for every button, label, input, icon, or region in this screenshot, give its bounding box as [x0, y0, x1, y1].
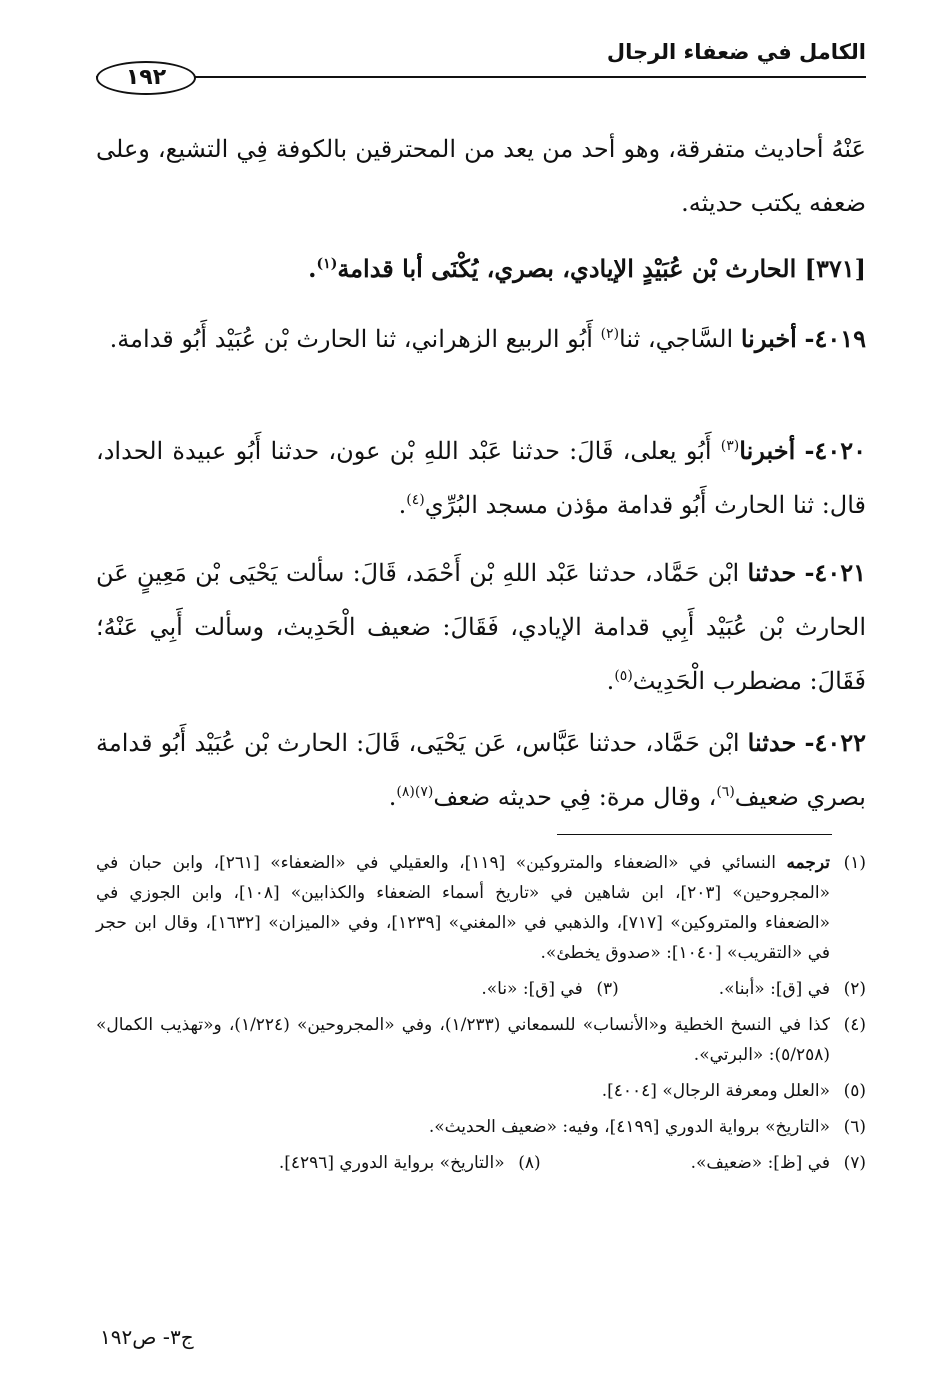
- footnote-number: (٤): [843, 1015, 866, 1035]
- hadith-4020: [96, 424, 866, 532]
- intro-text: عَنْهُ أحاديث متفرقة، وهو أحد من يعد من المحترقين بالكوفة فِي التشيع، وعلى ضعفه يكتب حديثه.: [96, 135, 866, 217]
- hadith-keyword: حدثنا: [747, 558, 797, 587]
- hadith-keyword: أخبرنا: [740, 324, 797, 353]
- footnote-number: (١): [843, 853, 866, 873]
- footnote-text: في [ق]: «نا».: [481, 979, 583, 999]
- footnote-text: «التاريخ» برواية الدوري [٤٢٩٦].: [278, 1153, 505, 1173]
- footnote-row-7-8: [96, 1148, 866, 1178]
- footnote-ref: (٦): [716, 784, 735, 800]
- footnote-text: في [ق]: «أبنا».: [718, 979, 830, 999]
- footnote-ref: (٤): [406, 492, 425, 508]
- entry-heading-text: [٣٧١] الحارث بْن عُبَيْدٍ الإيادي، بصري، يُكْنَى أبا قدامة: [337, 254, 866, 283]
- footnote-1: [96, 848, 866, 968]
- hadith-keyword: حدثنا: [747, 728, 797, 757]
- footnote-number: (٧): [843, 1153, 866, 1173]
- footnote-text: في [ظ]: «ضعيف».: [690, 1153, 830, 1173]
- footnote-4: [96, 1010, 866, 1070]
- footnote-number: (٥): [843, 1081, 866, 1101]
- footnote-ref: (٧)(٨): [396, 784, 434, 800]
- hadith-keyword: أخبرنا: [739, 436, 796, 465]
- footnote-6: [96, 1112, 866, 1142]
- page-number: ١٩٢: [96, 61, 196, 95]
- footnote-text: «التاريخ» برواية الدوري [٤١٩٩]، وفيه: «ضعيف الحديث».: [428, 1117, 830, 1137]
- footnotes: [96, 848, 866, 1184]
- hadith-end: .: [388, 783, 397, 811]
- hadith-number: ٤٠٢٢-: [804, 728, 866, 757]
- volume-page-reference: ج٣- ص١٩٢: [100, 1325, 194, 1349]
- footnote-7: [691, 1148, 866, 1178]
- footnote-lead: ترجمه: [786, 853, 830, 873]
- footnote-number: (٦): [843, 1117, 866, 1137]
- hadith-end: .: [606, 667, 615, 695]
- hadith-text: أَبُو الربيع الزهراني، ثنا الحارث بْن عُبَيْد أَبُو قدامة.: [109, 325, 593, 353]
- footnote-text: «العلل ومعرفة الرجال» [٤٠٠٤].: [601, 1081, 830, 1101]
- footnote-ref: (٥): [614, 668, 633, 684]
- footnote-number: (٢): [843, 979, 866, 999]
- hadith-text: ابْن حَمَّاد، حدثنا عَبَّاس، عَن يَحْيَى، قَالَ: الحارث بْن عُبَيْد أَبُو قدامة بصري ضعيف: [96, 729, 866, 811]
- running-title: الكامل في ضعفاء الرجال: [606, 40, 866, 64]
- footnote-number: (٨): [518, 1153, 541, 1173]
- hadith-end: .: [398, 491, 407, 519]
- hadith-text: ، وقال مرة: فِي حديثه ضعف: [433, 783, 717, 811]
- footnote-3: [481, 974, 618, 1004]
- hadith-4021: [96, 546, 866, 708]
- entry-heading: [٣٧١] الحارث بْن عُبَيْدٍ الإيادي، بصري، يُكْنَى أبا قدامة$^{(١)}$.: [308, 254, 866, 283]
- hadith-number: ٤٠١٩-: [804, 324, 866, 353]
- page-header: [96, 38, 866, 90]
- footnote-5: [96, 1076, 866, 1106]
- hadith-text: السَّاجي، ثنا: [619, 325, 734, 353]
- footnote-text: النسائي في «الضعفاء والمتروكين» [١١٩]، والعقيلي في «الضعفاء» [٢٦١]، وابن حبان في «المجروحين» [٢٠٣]، ابن شاهين في «تاريخ أسماء الضعفاء والكذابين» [١٠٨]، وابن الجوزي في «الضعفاء والمتروكين» [٧١٧]، والذهبي في «المغني» [١٢٣٩]، وفي «الميزان» [١٦٣٢]، وقال ابن حجر في «التقريب» [١٠٤٠]: «صدوق يخطئ».: [96, 853, 830, 963]
- header-rule: [96, 76, 866, 78]
- hadith-4019: [96, 312, 866, 366]
- footnote-ref: (٢): [600, 326, 620, 342]
- hadith-number: ٤٠٢١-: [804, 558, 866, 587]
- footnote-ref: (١): [316, 256, 338, 272]
- footnote-separator: [557, 834, 832, 835]
- footnote-ref: (٣): [720, 438, 740, 454]
- footnote-row-2-3: [96, 974, 866, 1004]
- hadith-number: ٤٠٢٠-: [804, 436, 866, 465]
- hadith-text: ابْن حَمَّاد، حدثنا عَبْد اللهِ بْن أَحْمَد، قَالَ: سألت يَحْيَى بْن مَعِينٍ عَن الحارث بْن عُبَيْد أَبِي قدامة الإيادي، فَقَالَ: ضعيف الْحَدِيث، وسألت أَبِي عَنْهُ؛ فَقَالَ: مضطرب الْحَدِيث: [96, 559, 866, 695]
- intro-paragraph: [96, 122, 866, 230]
- footnote-text: كذا في النسخ الخطية و«الأنساب» للسمعاني (١/٢٣٣)، وفي «المجروحين» (١/٢٢٤)، و«تهذيب الكمال» (٥/٢٥٨): «البرتي».: [96, 1015, 830, 1065]
- hadith-text: أَبُو يعلى، قَالَ: حدثنا عَبْد اللهِ بْن عون، حدثنا أَبُو عبيدة الحداد، قال: ثنا الحارث أَبُو قدامة مؤذن مسجد البُرِّي: [96, 437, 866, 519]
- hadith-4022: [96, 716, 866, 824]
- footnote-2: [719, 974, 866, 1004]
- footnote-8: [279, 1148, 541, 1178]
- footnote-number: (٣): [596, 979, 619, 999]
